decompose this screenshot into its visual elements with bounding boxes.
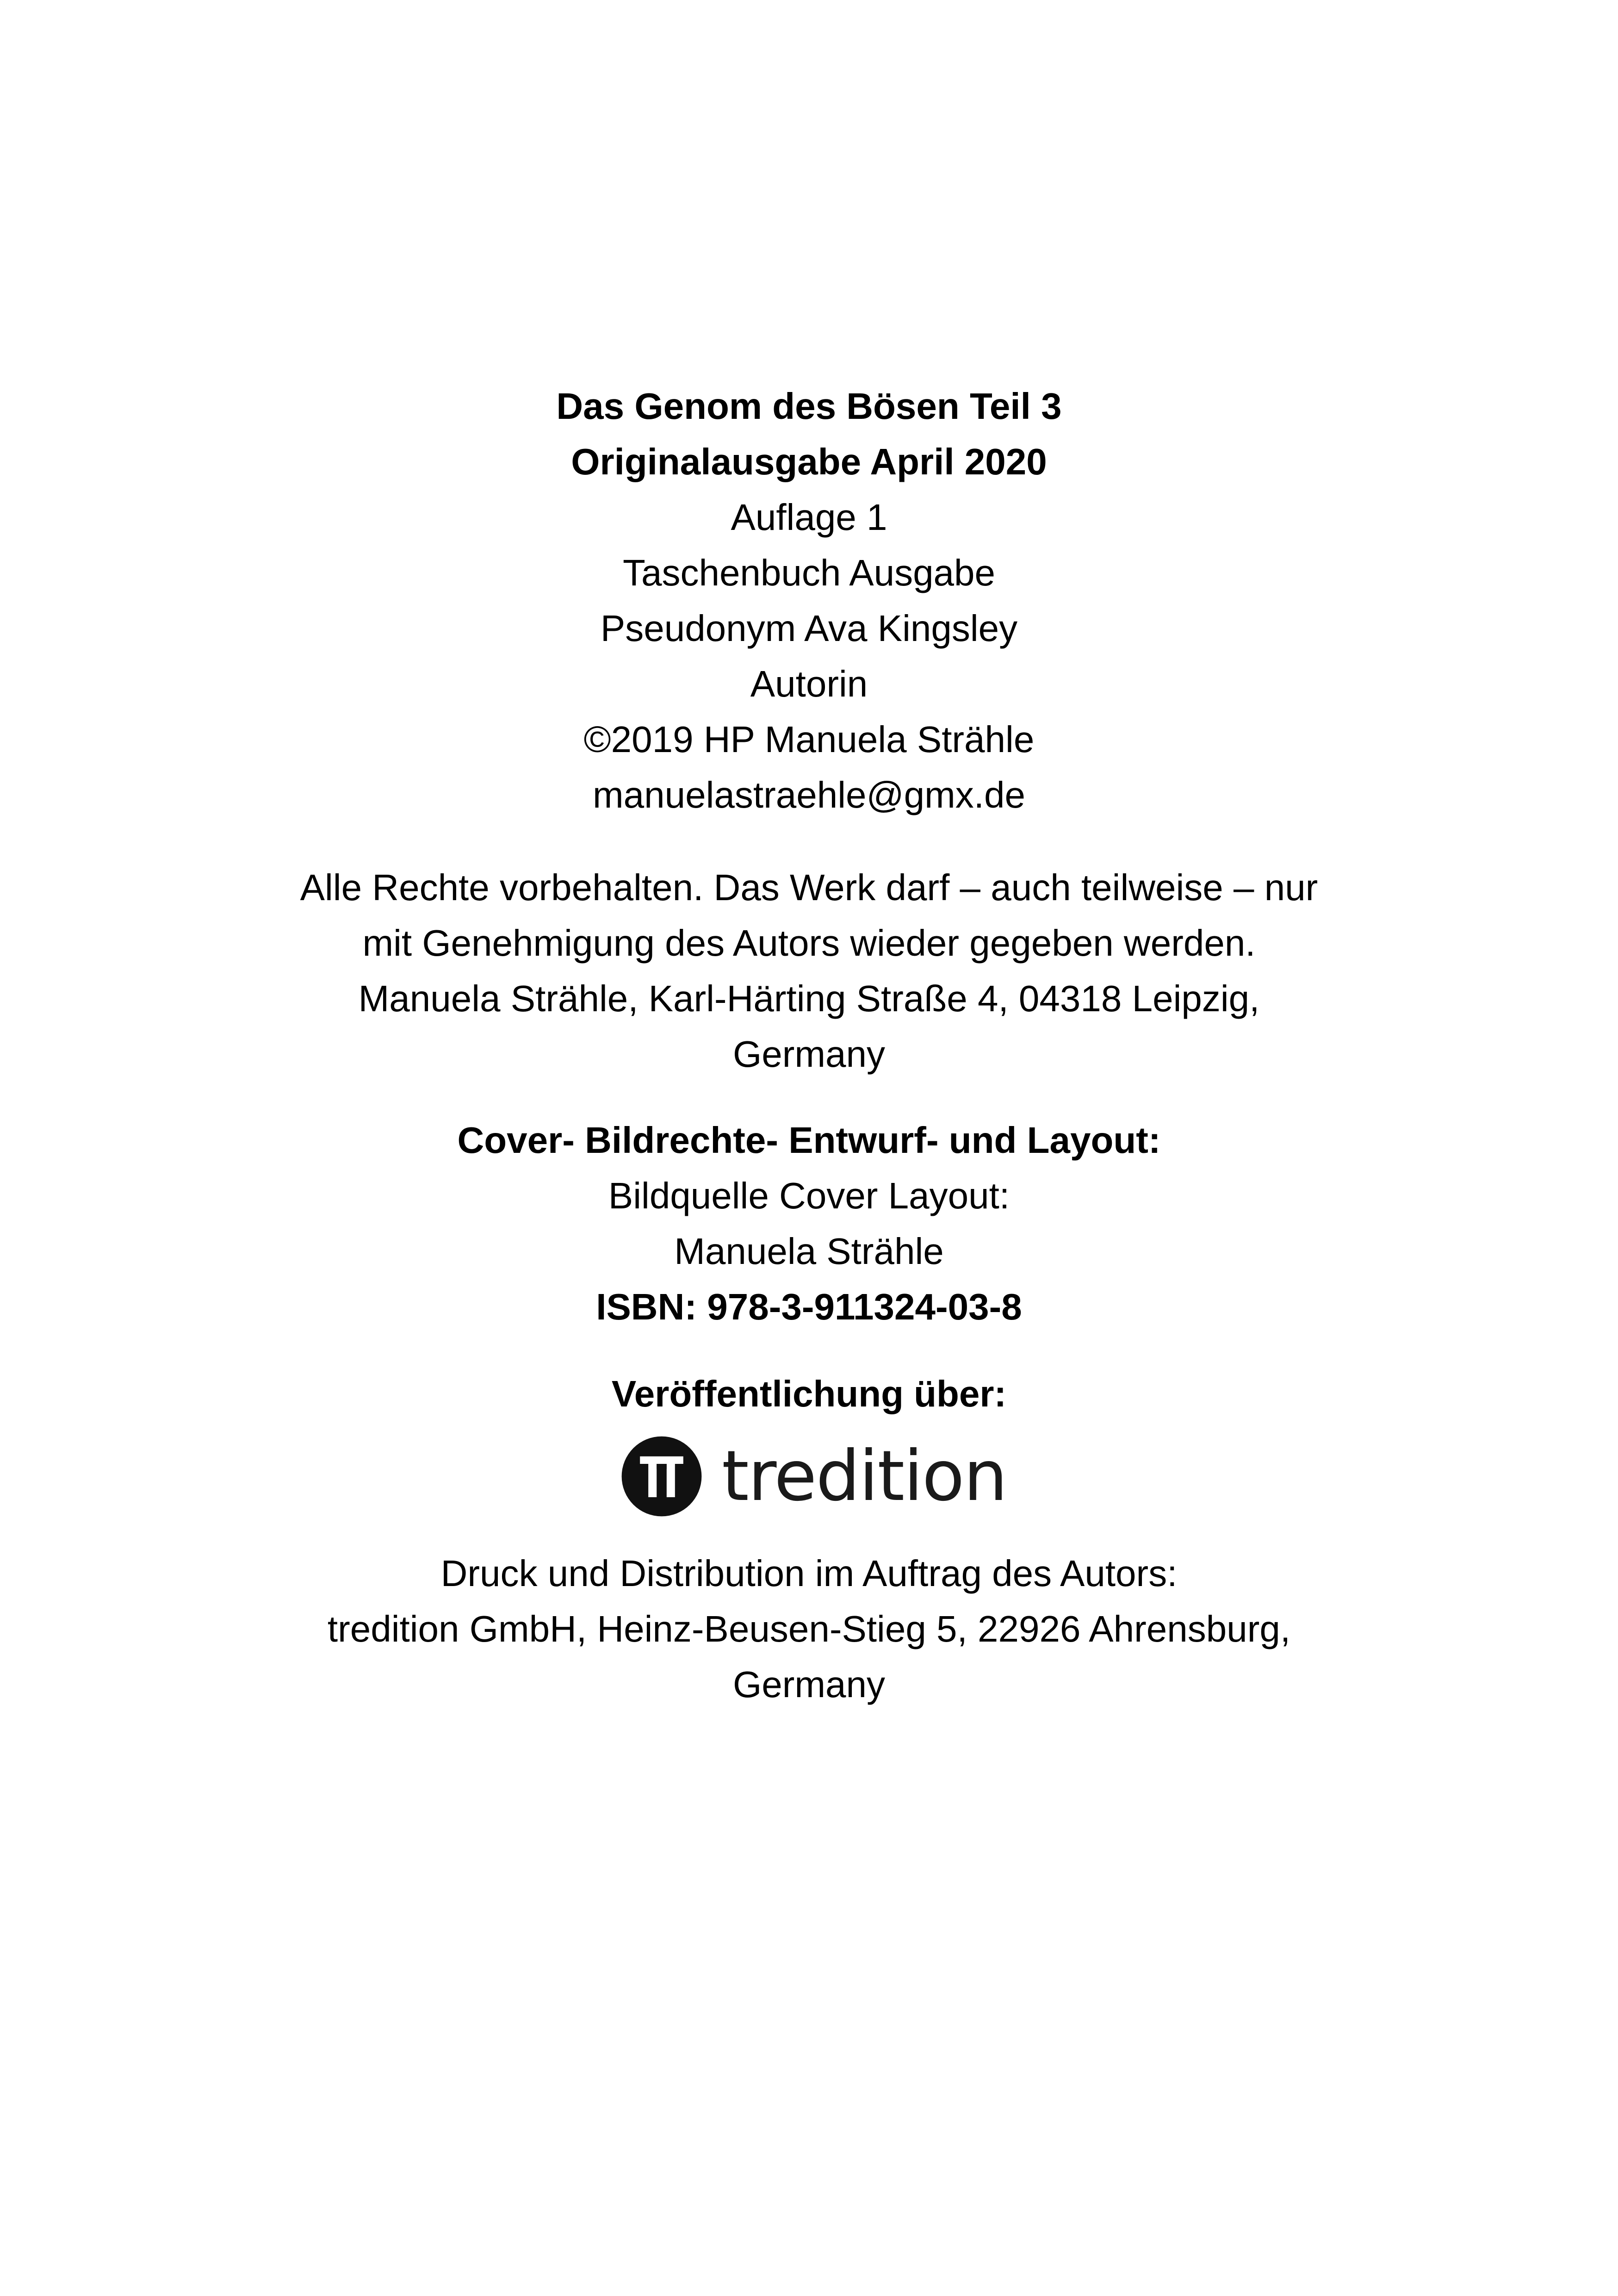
tredition-logo-text: tredition (722, 1436, 1007, 1517)
book-title: Das Genom des Bösen Teil 3 (556, 386, 1062, 427)
cover-source-label: Bildquelle Cover Layout: (608, 1175, 1010, 1216)
print-run-line: Auflage 1 (731, 497, 887, 538)
format-line: Taschenbuch Ausgabe (622, 552, 996, 593)
print-line-2: tredition GmbH, Heinz-Beusen-Stieg 5, 22926 Ahrensburg, (327, 1608, 1291, 1649)
rights-block (0, 860, 1618, 1082)
publish-block (0, 1366, 1618, 1422)
tredition-logo (620, 1435, 1007, 1518)
rights-line-1: Alle Rechte vorbehalten. Das Werk darf – auch teilweise – nur (300, 867, 1318, 908)
email-line: manuelastraehle@gmx.de (592, 774, 1026, 815)
isbn-line: ISBN: 978-3-911324-03-8 (596, 1286, 1022, 1327)
copyright-line: ©2019 HP Manuela Strähle (583, 719, 1035, 760)
title-block (0, 379, 1618, 823)
cover-credits-block (0, 1113, 1618, 1335)
rights-line-3: Manuela Strähle, Karl-Härting Straße 4, 04318 Leipzig, (358, 978, 1260, 1019)
print-line-1: Druck und Distribution im Auftrag des Autors: (440, 1553, 1178, 1594)
rights-line-4: Germany (733, 1033, 885, 1075)
rights-line-2: mit Genehmigung des Autors wieder gegeben werden. (362, 922, 1256, 964)
pseudonym-line: Pseudonym Ava Kingsley (600, 608, 1018, 649)
print-line-3: Germany (733, 1664, 885, 1705)
cover-designer: Manuela Strähle (674, 1231, 944, 1272)
print-block (0, 1546, 1618, 1712)
cover-heading: Cover- Bildrechte- Entwurf- und Layout: (457, 1120, 1161, 1161)
tredition-logo-icon (620, 1435, 703, 1518)
publish-heading: Veröffentlichung über: (611, 1373, 1007, 1414)
role-line: Autorin (750, 663, 868, 704)
edition-line: Originalausgabe April 2020 (571, 441, 1047, 482)
